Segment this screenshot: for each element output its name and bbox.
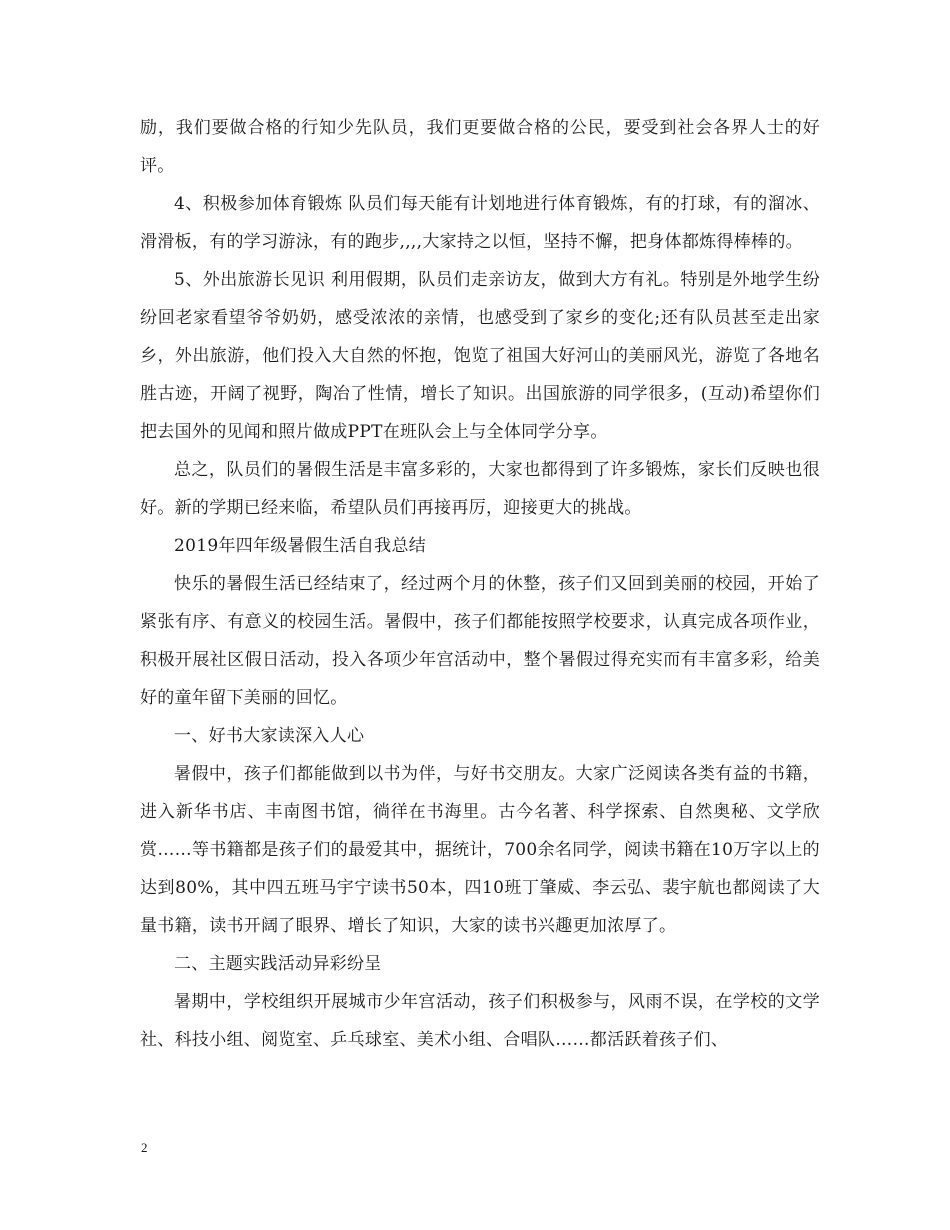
paragraph: 暑期中，学校组织开展城市少年宫活动，孩子们积极参与，风雨不误，在学校的文学社、科技小组、阅览室、乒乓球室、美术小组、合唱队……都活跃着孩子们、	[140, 992, 820, 1050]
section-heading: 一、好书大家读深入人心	[174, 726, 365, 746]
document-body	[140, 109, 820, 1059]
paragraph: 暑假中，孩子们都能做到以书为伴，与好书交朋友。大家广泛阅读各类有益的书籍，进入新华书店、丰南图书馆，徜徉在书海里。古今名著、科学探索、自然奥秘、文学欣赏……等书籍都是孩子们的最爱其中，据统计，700余名同学，阅读书籍在10万字以上的达到80%，其中四五班马宇宁读书50本，四10班丁肇威、李云弘、裴宇航也都阅读了大量书籍，读书开阔了眼界、增长了知识，大家的读书兴趣更加浓厚了。	[140, 764, 820, 936]
page-number: 2	[141, 1140, 148, 1155]
paragraph: 总之，队员们的暑假生活是丰富多彩的，大家也都得到了许多锻炼，家长们反映也很好。新的学期已经来临，希望队员们再接再厉，迎接更大的挑战。	[140, 460, 820, 518]
section-heading: 二、主题实践活动异彩纷呈	[174, 954, 382, 974]
paragraph: 励，我们要做合格的行知少先队员，我们更要做合格的公民，要受到社会各界人士的好评。	[140, 118, 820, 176]
paragraph: 快乐的暑假生活已经结束了，经过两个月的休整，孩子们又回到美丽的校园，开始了紧张有序、有意义的校园生活。暑假中，孩子们都能按照学校要求，认真完成各项作业，积极开展社区假日活动，投入各项少年宫活动中，整个暑假过得充实而有丰富多彩，给美好的童年留下美丽的回忆。	[140, 574, 820, 708]
paragraph: 4、积极参加体育锻炼 队员们每天能有计划地进行体育锻炼，有的打球，有的溜冰、滑滑板，有的学习游泳，有的跑步,,,,大家持之以恒，坚持不懈，把身体都炼得棒棒的。	[140, 194, 820, 252]
section-title: 2019年四年级暑假生活自我总结	[174, 536, 427, 556]
paragraph: 5、外出旅游长见识 利用假期，队员们走亲访友，做到大方有礼。特别是外地学生纷纷回老家看望爷爷奶奶，感受浓浓的亲情，也感受到了家乡的变化;还有队员甚至走出家乡，外出旅游，他们投入大自然的怀抱，饱览了祖国大好河山的美丽风光，游览了各地名胜古迹，开阔了视野，陶冶了性情，增长了知识。出国旅游的同学很多，(互动)希望你们把去国外的见闻和照片做成PPT在班队会上与全体同学分享。	[140, 270, 820, 442]
